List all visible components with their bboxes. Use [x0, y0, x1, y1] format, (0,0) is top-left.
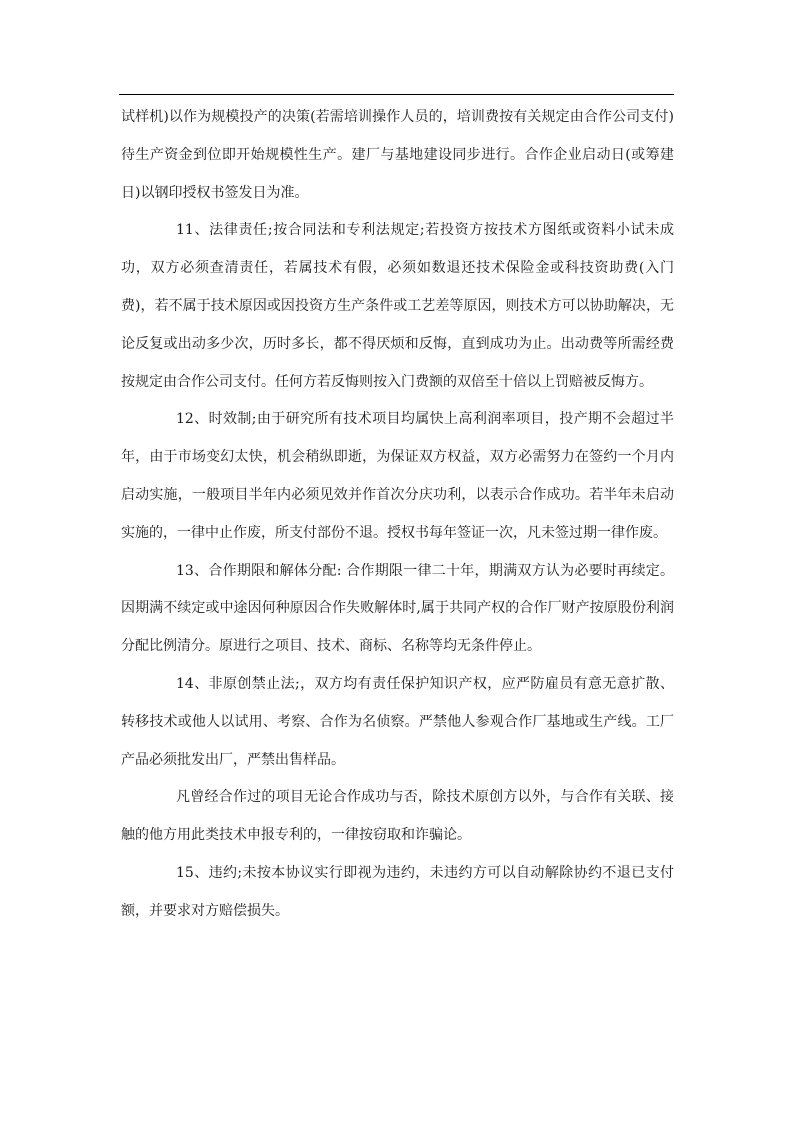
paragraph-patent-misuse: 凡曾经合作过的项目无论合作成功与否，除技术原创方以外，与合作有关联、接触的他方用此类技术申报专利的，一律按窃取和诈骗论。 — [121, 789, 674, 844]
paragraph-cooperation-term: 13、合作期限和解体分配: 合作期限一律二十年，期满双方认为必要时再续定。因期满不续定或中途因何种原因合作失败解体时,属于共同产权的合作厂财产按原股份利润分配比例清分。原进行之项目、技术、商标、名称等均无条件停止。 — [121, 562, 674, 655]
paragraph-continuation: 试样机)以作为规模投产的决策(若需培训操作人员的，培训费按有关规定由合作公司支付)待生产资金到位即开始规模性生产。建厂与基地建设同步进行。合作企业启动日(或筹建日)以钢印授权书签发日为准。 — [121, 109, 674, 201]
paragraph-legal-liability: 11、法律责任;按合同法和专利法规定;若投资方按技术方图纸或资料小试未成功，双方必须查清责任，若属技术有假，必须如数退还技术保险金或科技资助费(入门费)，若不属于技术原因或因投资方生产条件或工艺差等原因，则技术方可以协助解决，无论反复或出动多少次，历时多长，都不得厌烦和反悔，直到成功为止。出动费等所需经费按规定由合作公司支付。任何方若反悔则按入门费额的双倍至十倍以上罚赔被反悔方。 — [121, 222, 674, 390]
paragraph-ip-protection: 14、非原创禁止法;，双方均有责任保护知识产权，应严防雇员有意无意扩散、转移技术或他人以试用、考察、合作为名侦察。严禁他人参观合作厂基地或生产线。工厂产品必须批发出厂，严禁出售样品。 — [121, 675, 674, 768]
document-body — [121, 99, 674, 931]
paragraph-breach: 15、违约;未按本协议实行即视为违约，未违约方可以自动解除协约不退已支付额，并要求对方赔偿损失。 — [121, 864, 674, 919]
paragraph-time-limit: 12、时效制;由于研究所有技术项目均属快上高利润率项目，投产期不会超过半年，由于市场变幻太快，机会稍纵即逝，为保证双方权益，双方必需努力在签约一个月内启动实施，一般项目半年内必须见效并作首次分庆功利，以表示合作成功。若半年未启动实施的，一律中止作废，所支付部份不退。授权书每年签证一次，凡未签过期一律作废。 — [121, 411, 674, 541]
header-rule — [119, 94, 674, 95]
